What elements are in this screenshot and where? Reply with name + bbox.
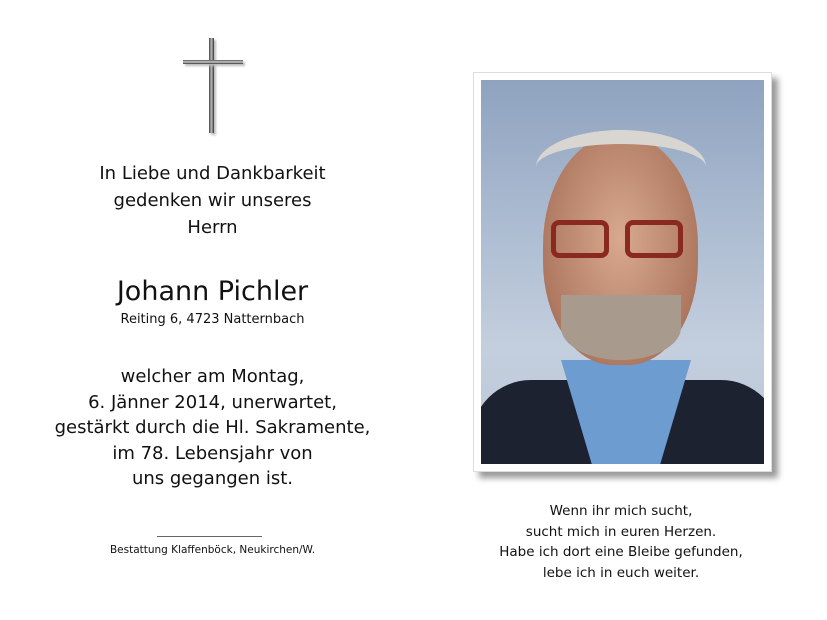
quote-line: Wenn ihr mich sucht, — [549, 503, 693, 519]
notice-line: im 78. Lebensjahr von — [112, 442, 313, 464]
intro-line: In Liebe und Dankbarkeit — [99, 163, 326, 184]
notice-line: uns gegangen ist. — [131, 468, 294, 489]
notice-line: welcher am Montag, — [120, 366, 305, 387]
notice-line: 6. Jänner 2014, unerwartet, — [88, 391, 337, 413]
quote-line: Habe ich dort eine Bleibe gefunden, — [499, 544, 743, 560]
death-notice — [20, 364, 405, 492]
intro-text — [40, 160, 385, 241]
funeral-home: Bestattung Klaffenböck, Neukirchen/W. — [109, 544, 316, 556]
portrait-photo — [481, 80, 764, 464]
deceased-name: Johann Pichler — [116, 276, 309, 307]
quote-line: sucht mich in euren Herzen. — [525, 523, 717, 540]
intro-line: Herrn — [187, 217, 238, 238]
deceased-address: Reiting 6, 4723 Natternbach — [120, 312, 305, 327]
intro-line: gedenken wir unseres — [113, 190, 312, 211]
notice-line: gestärkt durch die Hl. Sakramente, — [54, 417, 371, 438]
portrait-photo-frame — [473, 72, 772, 472]
divider — [157, 536, 262, 537]
memorial-quote — [460, 501, 782, 583]
quote-line: lebe ich in euch weiter. — [542, 564, 700, 581]
cross-icon — [183, 38, 243, 133]
